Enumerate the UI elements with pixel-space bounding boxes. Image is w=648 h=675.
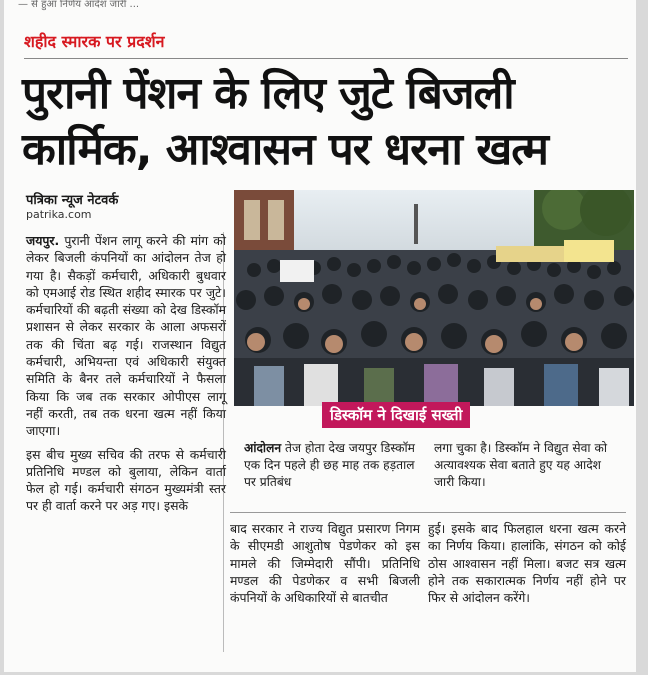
subhead-discom: डिस्कॉम ने दिखाई सख्ती: [322, 402, 470, 428]
crowd-photo-illustration: [234, 190, 634, 406]
kicker-rule: [24, 58, 628, 59]
sidebar-text-a: तेज होता देख जयपुर डिस्कॉम एक दिन पहले ही छह माह तक हड़ताल पर प्रतिबंध: [244, 441, 415, 489]
top-strip-text: — से हुआ निर्णय आदेश जारी ...: [18, 0, 140, 10]
paragraph-1: [26, 232, 226, 440]
newspaper-page: [4, 0, 636, 672]
kicker: शहीद स्मारक पर प्रदर्शन: [24, 32, 165, 51]
headline-line-2: कार्मिक, आश्वासन पर धरना खत्म: [22, 124, 548, 175]
byline: पत्रिका न्यूज नेटवर्क: [26, 193, 119, 208]
sidebar-text-col-a: [244, 440, 428, 491]
sidebar-text-col-b: लगा चुका है। डिस्कॉम ने विद्युत सेवा को अत्यावश्यक सेवा बताते हुए यह आदेश जारी किया।: [434, 441, 607, 489]
headline: [22, 66, 630, 178]
protest-photo: [234, 190, 634, 406]
sidebar-lead-word: आंदोलन: [244, 441, 282, 455]
website: patrika.com: [26, 208, 92, 221]
article-column-2: बाद सरकार ने राज्य विद्युत प्रसारण निगम के सीएमडी आशुतोष पेडणेकर को इस मामले की जिम्मेदारी सौंपी। प्रतिनिधि मण्डल की पेडणेकर व सभी बिजली कंपनियों के अधिकारियों से बातचीत: [230, 521, 420, 606]
article-column-3: हुई। इसके बाद फिलहाल धरना खत्म करने का निर्णय किया। हालांकि, संगठन को कोई ठोस आश्वासन नहीं मिला। बजट सत्र खत्म होने तक सकारात्मक निर्णय नहीं होने पर फिर से आंदोलन करेंगे।: [428, 521, 626, 606]
paragraph-1-text: पुरानी पेंशन लागू करने की मांग को लेकर बिजली कंपनियों का आंदोलन तेज हो गया है। सैकड़ों कर्मचारी, अधिकारी बुधवार को एमआई रोड स्थित शहीद स्मारक पर जुटे। कर्मचारियों की बढ़ती संख्या को देख डिस्कॉम प्रशासन से लेकर सरकार के आला अफसरों तक की चिंता बढ़ गई। राजस्थान विद्युत कर्मचारी, अभियन्ता एवं अधिकारी संयुक्त समिति के बैनर तले कर्मचारियों ने फैसला किया कि जब तक सरकार ओपीएस लागू नहीं करती, तब तक धरना खत्म नहीं किया जाएगा।: [26, 233, 226, 439]
section-rule: [230, 512, 626, 513]
dateline: जयपुर.: [26, 233, 60, 248]
paragraph-2: इस बीच मुख्य सचिव की तरफ से कर्मचारी प्रतिनिधि मण्डल को बुलाया, लेकिन वार्ता फेल हो गई। कर्मचारी संगठन मुख्यमंत्री स्तर पर ही वार्ता करने पर अड़ गए। इसके: [26, 446, 226, 514]
headline-line-1: पुरानी पेंशन के लिए जुटे बिजली: [22, 68, 514, 119]
article-column-1: [26, 232, 226, 521]
